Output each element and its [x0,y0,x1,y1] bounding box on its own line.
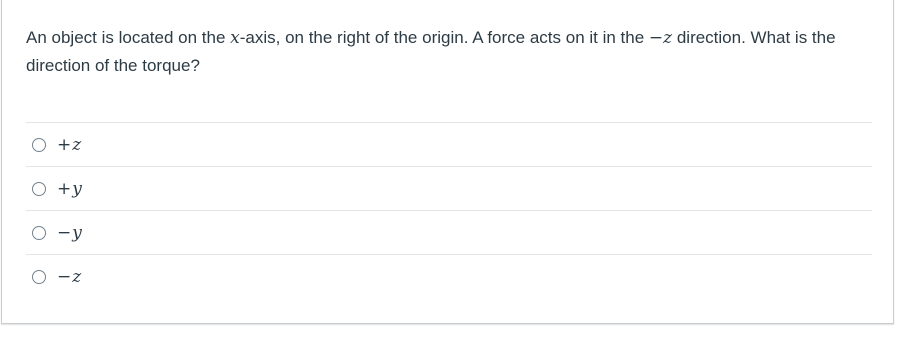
answer-label: +z [57,134,83,155]
answer-option-plus-z[interactable] [26,123,872,167]
answer-list [26,123,872,299]
question-text-part3: direction. What is the direction of the torque? [26,28,836,75]
answer-option-plus-y[interactable] [26,167,872,211]
answer-label: −y [57,222,83,243]
answer-label: +y [57,178,83,199]
question-text-part2: -axis, on the right of the origin. A force acts on it in the [239,28,649,47]
question-text-part1: An object is located on the [26,28,231,47]
radio-button[interactable] [32,270,46,284]
radio-button[interactable] [32,226,46,240]
radio-button[interactable] [32,182,46,196]
radio-button[interactable] [32,138,46,152]
answer-option-minus-z[interactable] [26,255,872,299]
quiz-question-card [1,0,894,324]
math-negative-z: −z [648,28,673,48]
answer-label: −z [57,267,83,287]
math-x: x [230,28,240,48]
question-text [26,24,866,80]
answer-option-minus-y[interactable] [26,211,872,255]
